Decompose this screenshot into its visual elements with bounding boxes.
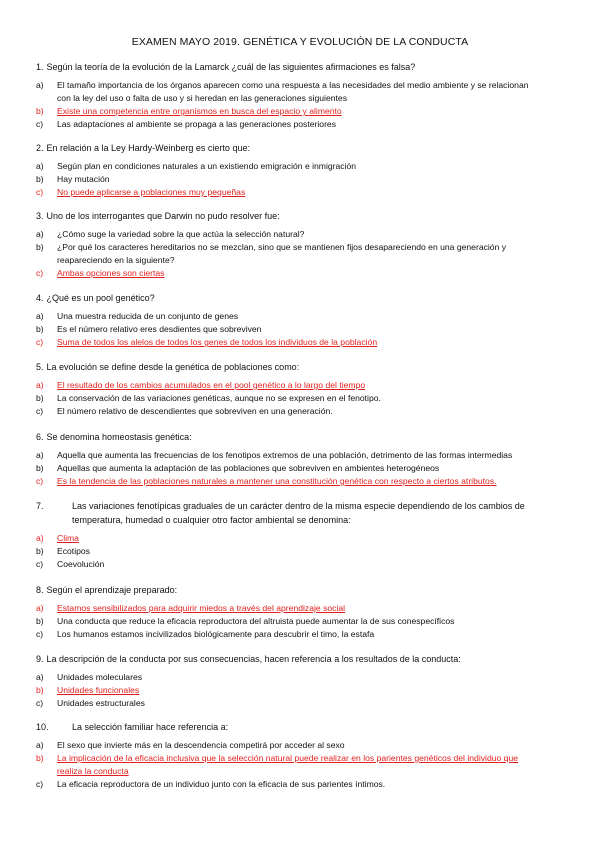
question-number: 4. xyxy=(36,293,44,303)
question-text: Uno de los interrogantes que Darwin no pudo resolver fue: xyxy=(46,211,280,221)
option-c: c) Las adaptaciones al ambiente se propaga a las generaciones posteriores xyxy=(36,119,337,129)
option-b: b) La conservación de las variaciones genéticas, aunque no se expresen en el fenotipo. xyxy=(36,393,381,403)
option-a: a) ¿Cómo suge la variedad sobre la que actúa la selección natural? xyxy=(36,229,305,239)
question-6 xyxy=(36,430,564,488)
option-c: c) La eficacia reproductora de un individuo junto con la eficacia de sus parientes íntimos. xyxy=(36,779,386,789)
question-number: 10. xyxy=(36,722,49,732)
question-8 xyxy=(36,583,564,641)
option-b: b) Es el número relativo eres desdientes que sobreviven xyxy=(36,324,262,334)
question-text: Según el aprendizaje preparado: xyxy=(46,585,178,595)
option-a: a) Según plan en condiciones naturales a un existiendo emigración e inmigración xyxy=(36,161,357,171)
option-b: b) ¿Por qué los caracteres hereditarios no se mezclan, sino que se mantienen fijos desapareciendo en una generación y reapareciendo en la siguiente? xyxy=(36,242,507,265)
option-a: a) El tamaño importancia de los órganos aparecen como una respuesta a las necesidades del medio ambiente y se relacionan con la ley del uso o falta de uso y si heredan en las generaciones siguientes xyxy=(36,80,529,103)
question-3 xyxy=(36,209,564,280)
question-text: Se denomina homeostasis genética: xyxy=(46,432,192,442)
question-2 xyxy=(36,141,564,199)
question-10 xyxy=(36,720,564,791)
question-number: 8. xyxy=(36,585,44,595)
option-c-correct: c) Es la tendencia de las poblaciones naturales a mantener una constitución genética con respecto a ciertos atributos. xyxy=(36,476,497,486)
option-a: a) Aquella que aumenta las frecuencias de los fenotipos extremos de una población, detrimento de las formas intermedias xyxy=(36,450,513,460)
option-a-correct: a) Clima xyxy=(36,533,79,543)
question-text: Según la teoría de la evolución de la Lamarck ¿cuál de las siguientes afirmaciones es falsa? xyxy=(46,62,416,72)
question-9 xyxy=(36,652,564,710)
question-number: 9. xyxy=(36,654,44,664)
question-number: 5. xyxy=(36,362,44,372)
question-number: 2. xyxy=(36,143,44,153)
question-number: 6. xyxy=(36,432,44,442)
option-c: c) Coevolución xyxy=(36,559,105,569)
question-number: 1. xyxy=(36,62,44,72)
option-a: a) Una muestra reducida de un conjunto de genes xyxy=(36,311,239,321)
option-a-correct: a) Estamos sensibilizados para adquirir miedos a través del aprendizaje social xyxy=(36,603,346,613)
option-c: c) Unidades estructurales xyxy=(36,698,145,708)
option-b: b) Una conducta que reduce la eficacia reproductora del altruista puede aumentar la de sus conespecíficos xyxy=(36,616,455,626)
option-b-correct: b) Existe una competencia entre organismos en busca del espacio y alimento xyxy=(36,106,342,116)
question-text: La descripción de la conducta por sus consecuencias, hacen referencia a los resultados de la conducta: xyxy=(46,654,461,664)
exam-title: EXAMEN MAYO 2019. GENÉTICA Y EVOLUCIÓN DE LA CONDUCTA xyxy=(131,36,469,48)
question-text: En relación a la Ley Hardy-Weinberg es cierto que: xyxy=(46,143,250,153)
option-c: c) El número relativo de descendientes que sobreviven en una generación. xyxy=(36,406,333,416)
question-number: 7. xyxy=(36,501,44,511)
question-7 xyxy=(36,499,564,571)
question-number: 3. xyxy=(36,211,44,221)
option-c-correct: c) Ambas opciones son ciertas xyxy=(36,268,165,278)
option-b: b) Ecotipos xyxy=(36,546,90,556)
option-a: a) El sexo que invierte más en la descendencia competirá por acceder al sexo xyxy=(36,740,345,750)
question-5 xyxy=(36,360,564,418)
option-b: b) Aquellas que aumenta la adaptación de las poblaciones que sobreviven en ambientes heterogéneos xyxy=(36,463,440,473)
question-text: Las variaciones fenotípicas graduales de un carácter dentro de la misma especie dependiendo de los cambios de temperatura, humedad o cualquier otro factor ambiental se denomina: xyxy=(72,501,525,525)
option-a-correct: a) El resultado de los cambios acumulados en el pool genético a lo largo del tiempo xyxy=(36,380,366,390)
question-text: La evolución se define desde la genética de poblaciones como: xyxy=(46,362,300,372)
question-text: La selección familiar hace referencia a: xyxy=(72,722,229,732)
question-1 xyxy=(36,60,564,131)
option-b-correct: b) Unidades funcionales xyxy=(36,685,140,695)
option-b: b) Hay mutación xyxy=(36,174,110,184)
question-text: ¿Qué es un pool genético? xyxy=(46,293,155,303)
option-b-correct: b) La implicación de la eficacia inclusiva que la selección natural puede realizar en los parientes genéticos del individuo que realiza la conducta xyxy=(36,753,519,776)
option-c-correct: c) No puede aplicarse a poblaciones muy pequeñas xyxy=(36,187,246,197)
question-4 xyxy=(36,291,564,349)
option-c-correct: c) Suma de todos los alelos de todos los genes de todos los individuos de la población xyxy=(36,337,378,347)
option-c: c) Los humanos estamos incivilizados biológicamente para descubrir el timo, la estafa xyxy=(36,629,375,639)
option-a: a) Unidades moleculares xyxy=(36,672,143,682)
